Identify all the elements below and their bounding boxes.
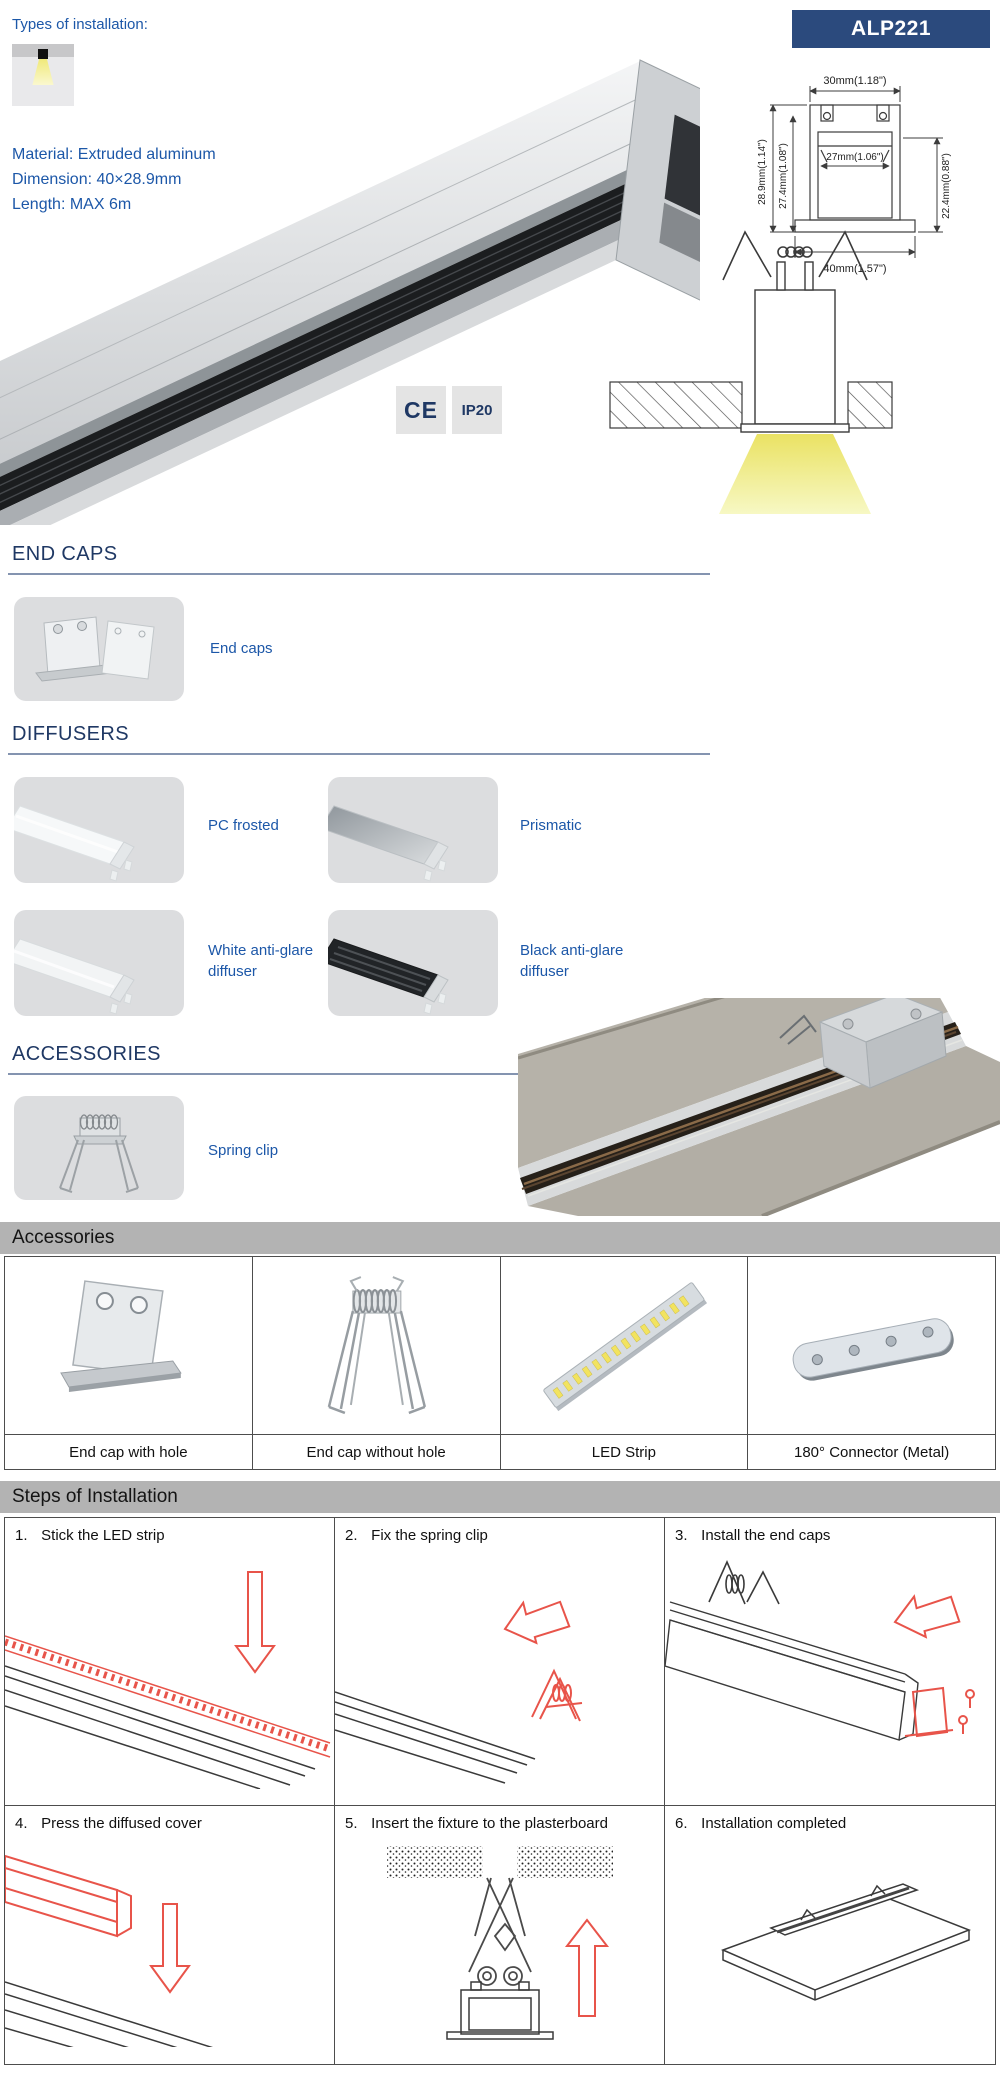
step-5-illustration: [335, 1832, 660, 2047]
spec-length: Length: MAX 6m: [12, 196, 132, 213]
step-1-caption: [5, 1518, 334, 1544]
pc-frosted-label: PC frosted: [208, 817, 279, 834]
step-6-cell: [665, 1806, 995, 2064]
dim-left-inner-label: 27.4mm(1.08"): [778, 143, 789, 209]
accessory-cell-end-cap-without-hole: [253, 1257, 501, 1469]
step-3-cell: [665, 1518, 995, 1806]
pc-frosted-thumbnail: [14, 777, 184, 883]
accessory-cell-end-cap-with-hole: [5, 1257, 253, 1469]
step-5-caption: [335, 1806, 664, 1832]
step-4-cell: [5, 1806, 335, 2064]
steps-banner-title: Steps of Installation: [12, 1486, 178, 1507]
white-anti-glare-image: [14, 910, 184, 1016]
accessory-cell-led-strip: [501, 1257, 749, 1469]
ip-rating-badge: [452, 386, 502, 434]
accessories-banner-title: Accessories: [12, 1227, 115, 1248]
accessory-cell-connector: [748, 1257, 995, 1469]
ce-mark-badge: [396, 386, 446, 434]
step-4-number: 4.: [15, 1815, 28, 1832]
prismatic-thumbnail: [328, 777, 498, 883]
step-2-cell: [335, 1518, 665, 1806]
step-6-label: Installation completed: [701, 1815, 847, 1832]
step-6-caption: [665, 1806, 995, 1832]
step-6-illustration: [665, 1832, 995, 2047]
dim-right-label: 22.4mm(0.88"): [941, 153, 952, 219]
step-3-illustration: [665, 1544, 995, 1789]
ip-rating-text: IP20: [461, 401, 493, 419]
step-2-number: 2.: [345, 1527, 358, 1544]
step-5-number: 5.: [345, 1815, 358, 1832]
end-cap-with-hole-label: End cap with hole: [69, 1443, 188, 1461]
accessories-banner: [0, 1222, 1000, 1254]
step-6-number: 6.: [675, 1815, 688, 1832]
step-4-illustration: [5, 1832, 335, 2047]
step-5-label: Insert the fixture to the plasterboard: [371, 1815, 608, 1832]
section-rule: [8, 573, 710, 575]
end-caps-image: [14, 597, 184, 701]
section-title-diffusers: DIFFUSERS: [12, 723, 129, 745]
dim-bottom-label: 40mm(1.57"): [823, 263, 887, 275]
section-rule: [8, 753, 710, 755]
installation-steps-grid: [4, 1517, 996, 2065]
step-2-illustration: [335, 1544, 660, 1789]
section-title-accessories: ACCESSORIES: [12, 1043, 161, 1065]
spring-clip-image: [14, 1096, 184, 1200]
product-code-badge: ALP221: [792, 10, 990, 48]
step-1-number: 1.: [15, 1527, 28, 1544]
prismatic-image: [328, 777, 498, 883]
end-cap-without-hole-label: End cap without hole: [306, 1443, 446, 1461]
step-1-illustration: [5, 1544, 335, 1789]
step-1-cell: [5, 1518, 335, 1806]
section-title-end-caps: END CAPS: [12, 543, 118, 565]
black-anti-glare-label: Black anti-glare diffuser: [520, 942, 624, 980]
black-anti-glare-image: [328, 910, 498, 1016]
spring-clip-label: Spring clip: [208, 1142, 279, 1159]
step-3-label: Install the end caps: [701, 1527, 831, 1544]
step-4-caption: [5, 1806, 334, 1832]
step-5-cell: [335, 1806, 665, 2064]
step-3-caption: [665, 1518, 995, 1544]
recessed-ceiling-photo: [518, 998, 1000, 1216]
pc-frosted-image: [14, 777, 184, 883]
step-3-number: 3.: [675, 1527, 688, 1544]
led-strip-label: LED Strip: [591, 1443, 656, 1461]
step-4-label: Press the diffused cover: [41, 1815, 202, 1832]
black-anti-glare-thumbnail: [328, 910, 498, 1016]
white-anti-glare-thumbnail: [14, 910, 184, 1016]
installation-types-label: Types of installation:: [12, 16, 148, 33]
ce-mark-text: CE: [404, 396, 438, 423]
dim-left-outer-label: 28.9mm(1.14"): [757, 139, 768, 205]
dim-inner-label: 27mm(1.06"): [826, 152, 884, 163]
step-1-label: Stick the LED strip: [41, 1527, 165, 1544]
section-rule: [8, 1073, 524, 1075]
profile-3d-render: [0, 25, 700, 525]
step-2-label: Fix the spring clip: [371, 1527, 488, 1544]
recessed-install-diagram: [605, 222, 895, 517]
dim-top-label: 30mm(1.18"): [823, 75, 887, 87]
end-cap-without-hole-image: [253, 1257, 500, 1435]
spec-material: Material: Extruded aluminum: [12, 146, 216, 163]
prismatic-label: Prismatic: [520, 817, 582, 834]
connector-180-image: [748, 1257, 995, 1435]
end-caps-label: End caps: [210, 640, 273, 657]
connector-180-label: 180° Connector (Metal): [794, 1443, 950, 1461]
step-2-caption: [335, 1518, 664, 1544]
end-caps-thumbnail: [14, 597, 184, 701]
led-strip-image: [501, 1257, 748, 1435]
accessories-table: [4, 1256, 996, 1470]
spring-clip-thumbnail: [14, 1096, 184, 1200]
end-cap-with-hole-image: [5, 1257, 252, 1435]
steps-banner: [0, 1481, 1000, 1513]
spec-dimension: Dimension: 40×28.9mm: [12, 171, 182, 188]
white-anti-glare-label: White anti-glare diffuser: [208, 942, 314, 980]
